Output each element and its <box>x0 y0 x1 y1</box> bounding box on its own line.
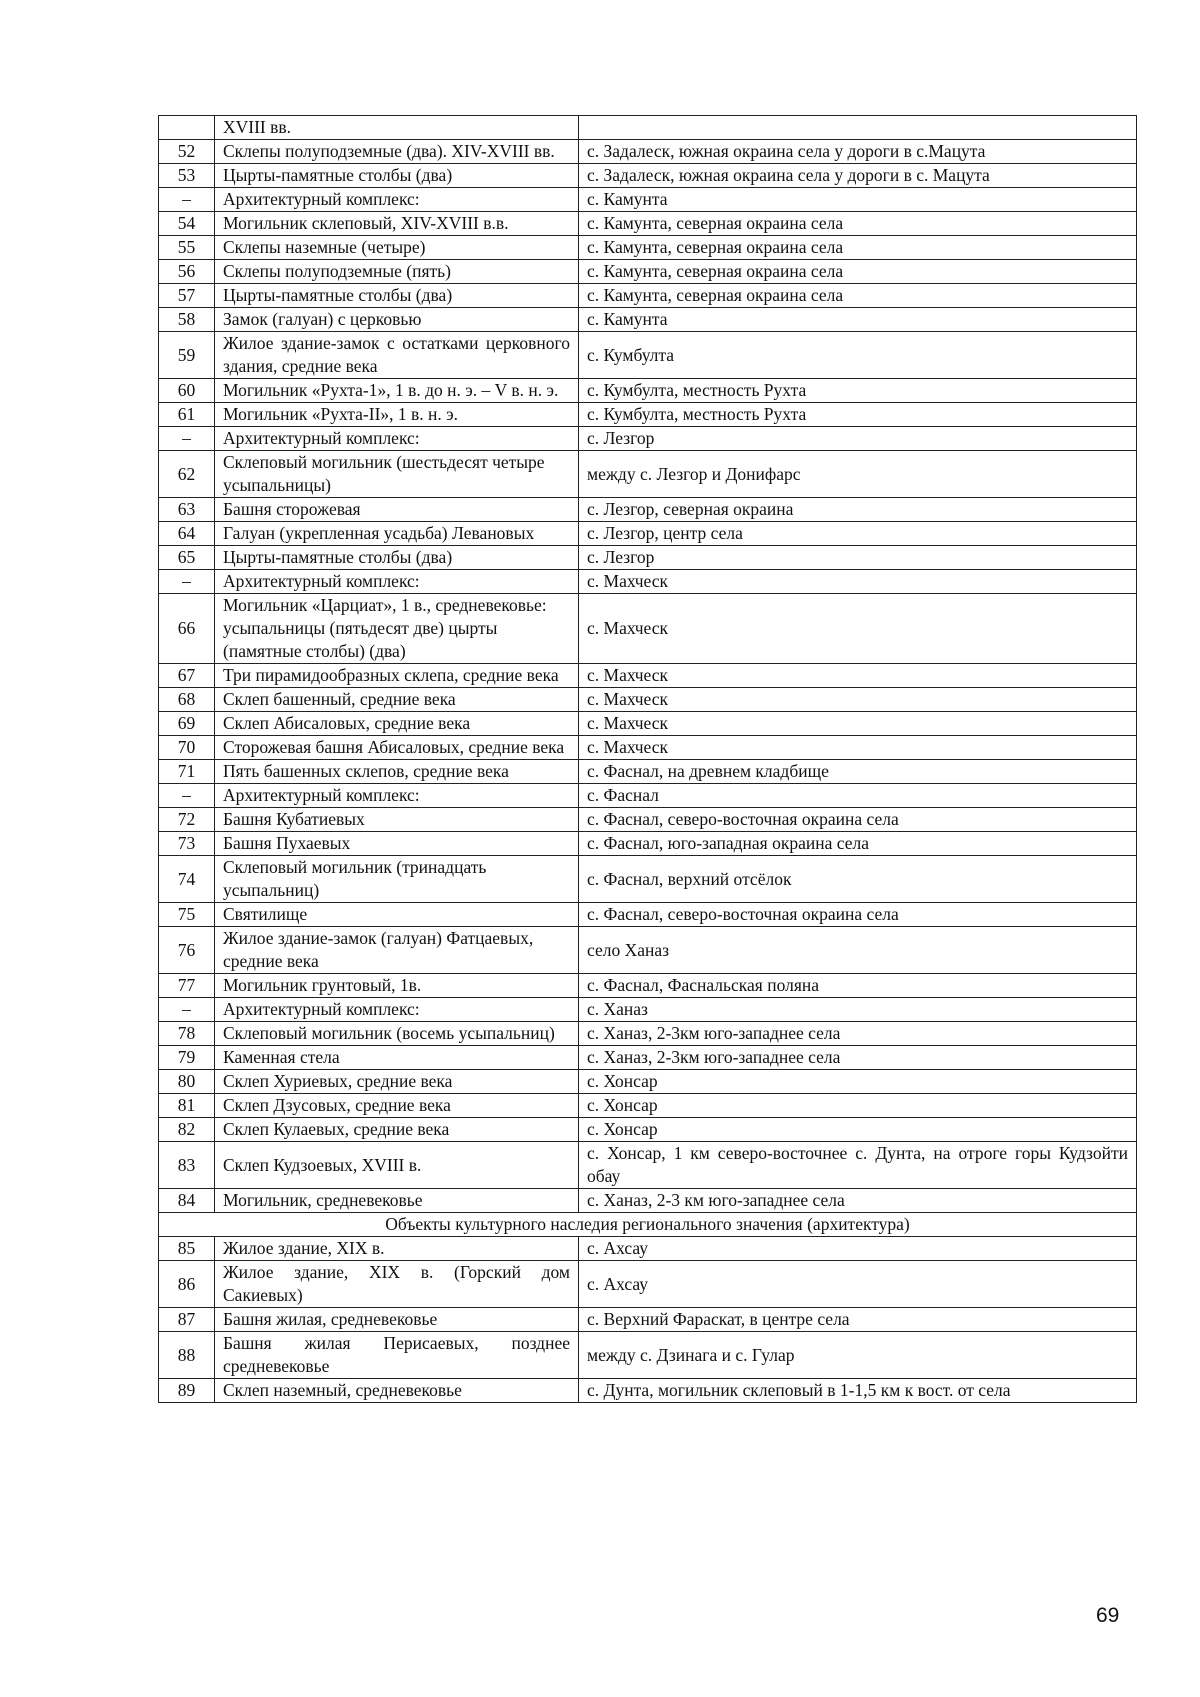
object-name: Башня Пухаевых <box>215 832 579 856</box>
row-number: 88 <box>159 1332 215 1379</box>
table-row <box>159 1070 1137 1094</box>
object-name: Склеп Абисаловых, средние века <box>215 712 579 736</box>
row-number: – <box>159 427 215 451</box>
object-name: Башня Кубатиевых <box>215 808 579 832</box>
object-name: Архитектурный комплекс: <box>215 188 579 212</box>
object-name: Могильник «Царциат», 1 в., средневековье: усыпальницы (пятьдесят две) цырты (памятные столбы) (два) <box>215 594 579 664</box>
object-name: Архитектурный комплекс: <box>215 427 579 451</box>
row-number: 74 <box>159 856 215 903</box>
object-name: Три пирамидообразных склепа, средние века <box>215 664 579 688</box>
table-row <box>159 688 1137 712</box>
page-number: 69 <box>1096 1604 1120 1627</box>
object-name: XVIII вв. <box>215 116 579 140</box>
object-location: с. Кумбулта, местность Рухта <box>579 403 1137 427</box>
object-location: с. Фаснал, северо-восточная окраина села <box>579 808 1137 832</box>
row-number <box>159 116 215 140</box>
object-name: Склеповый могильник (тринадцать усыпальниц) <box>215 856 579 903</box>
object-location: с. Ахсау <box>579 1261 1137 1308</box>
object-name: Склеп башенный, средние века <box>215 688 579 712</box>
section-header-row <box>159 1213 1137 1237</box>
object-location: с. Фаснал, верхний отсёлок <box>579 856 1137 903</box>
row-number: 75 <box>159 903 215 927</box>
row-number: 78 <box>159 1022 215 1046</box>
table-row <box>159 927 1137 974</box>
table-row <box>159 546 1137 570</box>
table-row <box>159 498 1137 522</box>
table-row <box>159 570 1137 594</box>
table-row <box>159 1261 1137 1308</box>
table-row <box>159 1142 1137 1189</box>
table-row <box>159 140 1137 164</box>
object-location: с. Фаснал, юго-западная окраина села <box>579 832 1137 856</box>
table-row <box>159 522 1137 546</box>
object-location <box>579 116 1137 140</box>
object-location: с. Фаснал, северо-восточная окраина села <box>579 903 1137 927</box>
row-number: 71 <box>159 760 215 784</box>
object-location: с. Задалеск, южная окраина села у дороги в с.Мацута <box>579 140 1137 164</box>
object-location: с. Хонсар, 1 км северо-восточнее с. Дунта, на отроге горы Кудзойти обау <box>579 1142 1137 1189</box>
object-name: Архитектурный комплекс: <box>215 784 579 808</box>
table-row <box>159 784 1137 808</box>
object-name: Склепы полуподземные (пять) <box>215 260 579 284</box>
row-number: 53 <box>159 164 215 188</box>
object-name: Галуан (укрепленная усадьба) Левановых <box>215 522 579 546</box>
object-location: с. Фаснал, на древнем кладбище <box>579 760 1137 784</box>
object-name: Цырты-памятные столбы (два) <box>215 164 579 188</box>
monuments-table-body <box>159 116 1137 1403</box>
table-row <box>159 379 1137 403</box>
table-row <box>159 998 1137 1022</box>
object-location: с. Камунта <box>579 188 1137 212</box>
object-location: с. Задалеск, южная окраина села у дороги в с. Мацута <box>579 164 1137 188</box>
object-location: с. Ахсау <box>579 1237 1137 1261</box>
table-row <box>159 451 1137 498</box>
object-location: с. Махческ <box>579 688 1137 712</box>
row-number: 58 <box>159 308 215 332</box>
object-name: Архитектурный комплекс: <box>215 998 579 1022</box>
object-name: Склеп Кулаевых, средние века <box>215 1118 579 1142</box>
row-number: 70 <box>159 736 215 760</box>
table-row <box>159 1046 1137 1070</box>
object-location: с. Камунта, северная окраина села <box>579 236 1137 260</box>
object-location: с. Камунта <box>579 308 1137 332</box>
row-number: – <box>159 784 215 808</box>
object-location: с. Ханаз, 2-3 км юго-западнее села <box>579 1189 1137 1213</box>
object-location: село Ханаз <box>579 927 1137 974</box>
object-name: Могильник грунтовый, 1в. <box>215 974 579 998</box>
row-number: 76 <box>159 927 215 974</box>
table-row <box>159 427 1137 451</box>
object-location: между с. Дзинага и с. Гулар <box>579 1332 1137 1379</box>
object-location: между с. Лезгор и Донифарс <box>579 451 1137 498</box>
row-number: 65 <box>159 546 215 570</box>
row-number: 79 <box>159 1046 215 1070</box>
row-number: 52 <box>159 140 215 164</box>
object-location: с. Лезгор, северная окраина <box>579 498 1137 522</box>
object-name: Могильник склеповый, XIV-XVIII в.в. <box>215 212 579 236</box>
object-name: Склеп Хуриевых, средние века <box>215 1070 579 1094</box>
table-row <box>159 1022 1137 1046</box>
object-name: Склепы наземные (четыре) <box>215 236 579 260</box>
object-name: Башня жилая Перисаевых, позднее средневековье <box>215 1332 579 1379</box>
table-row <box>159 1118 1137 1142</box>
object-location: с. Махческ <box>579 664 1137 688</box>
row-number: – <box>159 570 215 594</box>
row-number: 69 <box>159 712 215 736</box>
table-row <box>159 236 1137 260</box>
row-number: 85 <box>159 1237 215 1261</box>
table-row <box>159 736 1137 760</box>
object-name: Башня жилая, средневековье <box>215 1308 579 1332</box>
table-row <box>159 188 1137 212</box>
row-number: 57 <box>159 284 215 308</box>
table-row <box>159 260 1137 284</box>
object-location: с. Ханаз <box>579 998 1137 1022</box>
row-number: 55 <box>159 236 215 260</box>
table-row <box>159 760 1137 784</box>
row-number: – <box>159 998 215 1022</box>
table-row <box>159 832 1137 856</box>
table-row <box>159 1379 1137 1403</box>
row-number: 61 <box>159 403 215 427</box>
table-row <box>159 664 1137 688</box>
object-location: с. Ханаз, 2-3км юго-западнее села <box>579 1046 1137 1070</box>
object-name: Жилое здание-замок с остатками церковного здания, средние века <box>215 332 579 379</box>
object-name: Склепы полуподземные (два). XIV-XVIII вв. <box>215 140 579 164</box>
table-row <box>159 1094 1137 1118</box>
object-location: с. Ханаз, 2-3км юго-западнее села <box>579 1022 1137 1046</box>
object-name: Склеповый могильник (восемь усыпальниц) <box>215 1022 579 1046</box>
object-name: Жилое здание, XIX в. (Горский дом Сакиевых) <box>215 1261 579 1308</box>
row-number: 83 <box>159 1142 215 1189</box>
object-location: с. Дунта, могильник склеповый в 1-1,5 км к вост. от села <box>579 1379 1137 1403</box>
row-number: 89 <box>159 1379 215 1403</box>
object-location: с. Махческ <box>579 712 1137 736</box>
row-number: 64 <box>159 522 215 546</box>
row-number: 66 <box>159 594 215 664</box>
row-number: 72 <box>159 808 215 832</box>
object-name: Могильник «Рухта-II», 1 в. н. э. <box>215 403 579 427</box>
object-location: с. Махческ <box>579 570 1137 594</box>
row-number: 54 <box>159 212 215 236</box>
object-location: с. Верхний Фараскат, в центре села <box>579 1308 1137 1332</box>
table-row <box>159 284 1137 308</box>
row-number: 62 <box>159 451 215 498</box>
object-name: Склеп наземный, средневековье <box>215 1379 579 1403</box>
table-row <box>159 1237 1137 1261</box>
object-location: с. Лезгор, центр села <box>579 522 1137 546</box>
section-header: Объекты культурного наследия регионального значения (архитектура) <box>159 1213 1137 1237</box>
object-location: с. Камунта, северная окраина села <box>579 284 1137 308</box>
row-number: 60 <box>159 379 215 403</box>
row-number: 81 <box>159 1094 215 1118</box>
table-row <box>159 1308 1137 1332</box>
row-number: 84 <box>159 1189 215 1213</box>
monuments-table <box>158 115 1137 1403</box>
object-name: Архитектурный комплекс: <box>215 570 579 594</box>
object-name: Башня сторожевая <box>215 498 579 522</box>
table-row <box>159 116 1137 140</box>
object-location: с. Лезгор <box>579 427 1137 451</box>
table-row <box>159 403 1137 427</box>
object-location: с. Хонсар <box>579 1070 1137 1094</box>
object-name: Склеп Дзусовых, средние века <box>215 1094 579 1118</box>
row-number: 82 <box>159 1118 215 1142</box>
row-number: 86 <box>159 1261 215 1308</box>
table-row <box>159 712 1137 736</box>
object-location: с. Фаснал <box>579 784 1137 808</box>
object-name: Цырты-памятные столбы (два) <box>215 284 579 308</box>
object-name: Пять башенных склепов, средние века <box>215 760 579 784</box>
object-name: Могильник, средневековье <box>215 1189 579 1213</box>
table-row <box>159 332 1137 379</box>
object-location: с. Хонсар <box>579 1118 1137 1142</box>
object-name: Цырты-памятные столбы (два) <box>215 546 579 570</box>
table-row <box>159 856 1137 903</box>
object-location: с. Фаснал, Фаснальская поляна <box>579 974 1137 998</box>
row-number: 63 <box>159 498 215 522</box>
object-name: Склеповый могильник (шестьдесят четыре усыпальницы) <box>215 451 579 498</box>
table-row <box>159 308 1137 332</box>
row-number: 77 <box>159 974 215 998</box>
object-location: с. Махческ <box>579 594 1137 664</box>
object-location: с. Камунта, северная окраина села <box>579 212 1137 236</box>
object-location: с. Камунта, северная окраина села <box>579 260 1137 284</box>
row-number: 73 <box>159 832 215 856</box>
object-location: с. Махческ <box>579 736 1137 760</box>
object-name: Жилое здание-замок (галуан) Фатцаевых, средние века <box>215 927 579 974</box>
table-row <box>159 164 1137 188</box>
document-page <box>158 115 1136 1403</box>
row-number: 87 <box>159 1308 215 1332</box>
table-row <box>159 974 1137 998</box>
row-number: 68 <box>159 688 215 712</box>
object-name: Могильник «Рухта-1», 1 в. до н. э. – V в. н. э. <box>215 379 579 403</box>
object-location: с. Кумбулта, местность Рухта <box>579 379 1137 403</box>
object-name: Замок (галуан) с церковью <box>215 308 579 332</box>
object-name: Каменная стела <box>215 1046 579 1070</box>
object-name: Сторожевая башня Абисаловых, средние века <box>215 736 579 760</box>
object-location: с. Хонсар <box>579 1094 1137 1118</box>
object-name: Склеп Кудзоевых, XVIII в. <box>215 1142 579 1189</box>
object-location: с. Лезгор <box>579 546 1137 570</box>
object-location: с. Кумбулта <box>579 332 1137 379</box>
table-row <box>159 903 1137 927</box>
row-number: 59 <box>159 332 215 379</box>
row-number: 56 <box>159 260 215 284</box>
row-number: – <box>159 188 215 212</box>
row-number: 67 <box>159 664 215 688</box>
object-name: Святилище <box>215 903 579 927</box>
table-row <box>159 1332 1137 1379</box>
row-number: 80 <box>159 1070 215 1094</box>
object-name: Жилое здание, XIX в. <box>215 1237 579 1261</box>
table-row <box>159 1189 1137 1213</box>
table-row <box>159 808 1137 832</box>
table-row <box>159 212 1137 236</box>
table-row <box>159 594 1137 664</box>
